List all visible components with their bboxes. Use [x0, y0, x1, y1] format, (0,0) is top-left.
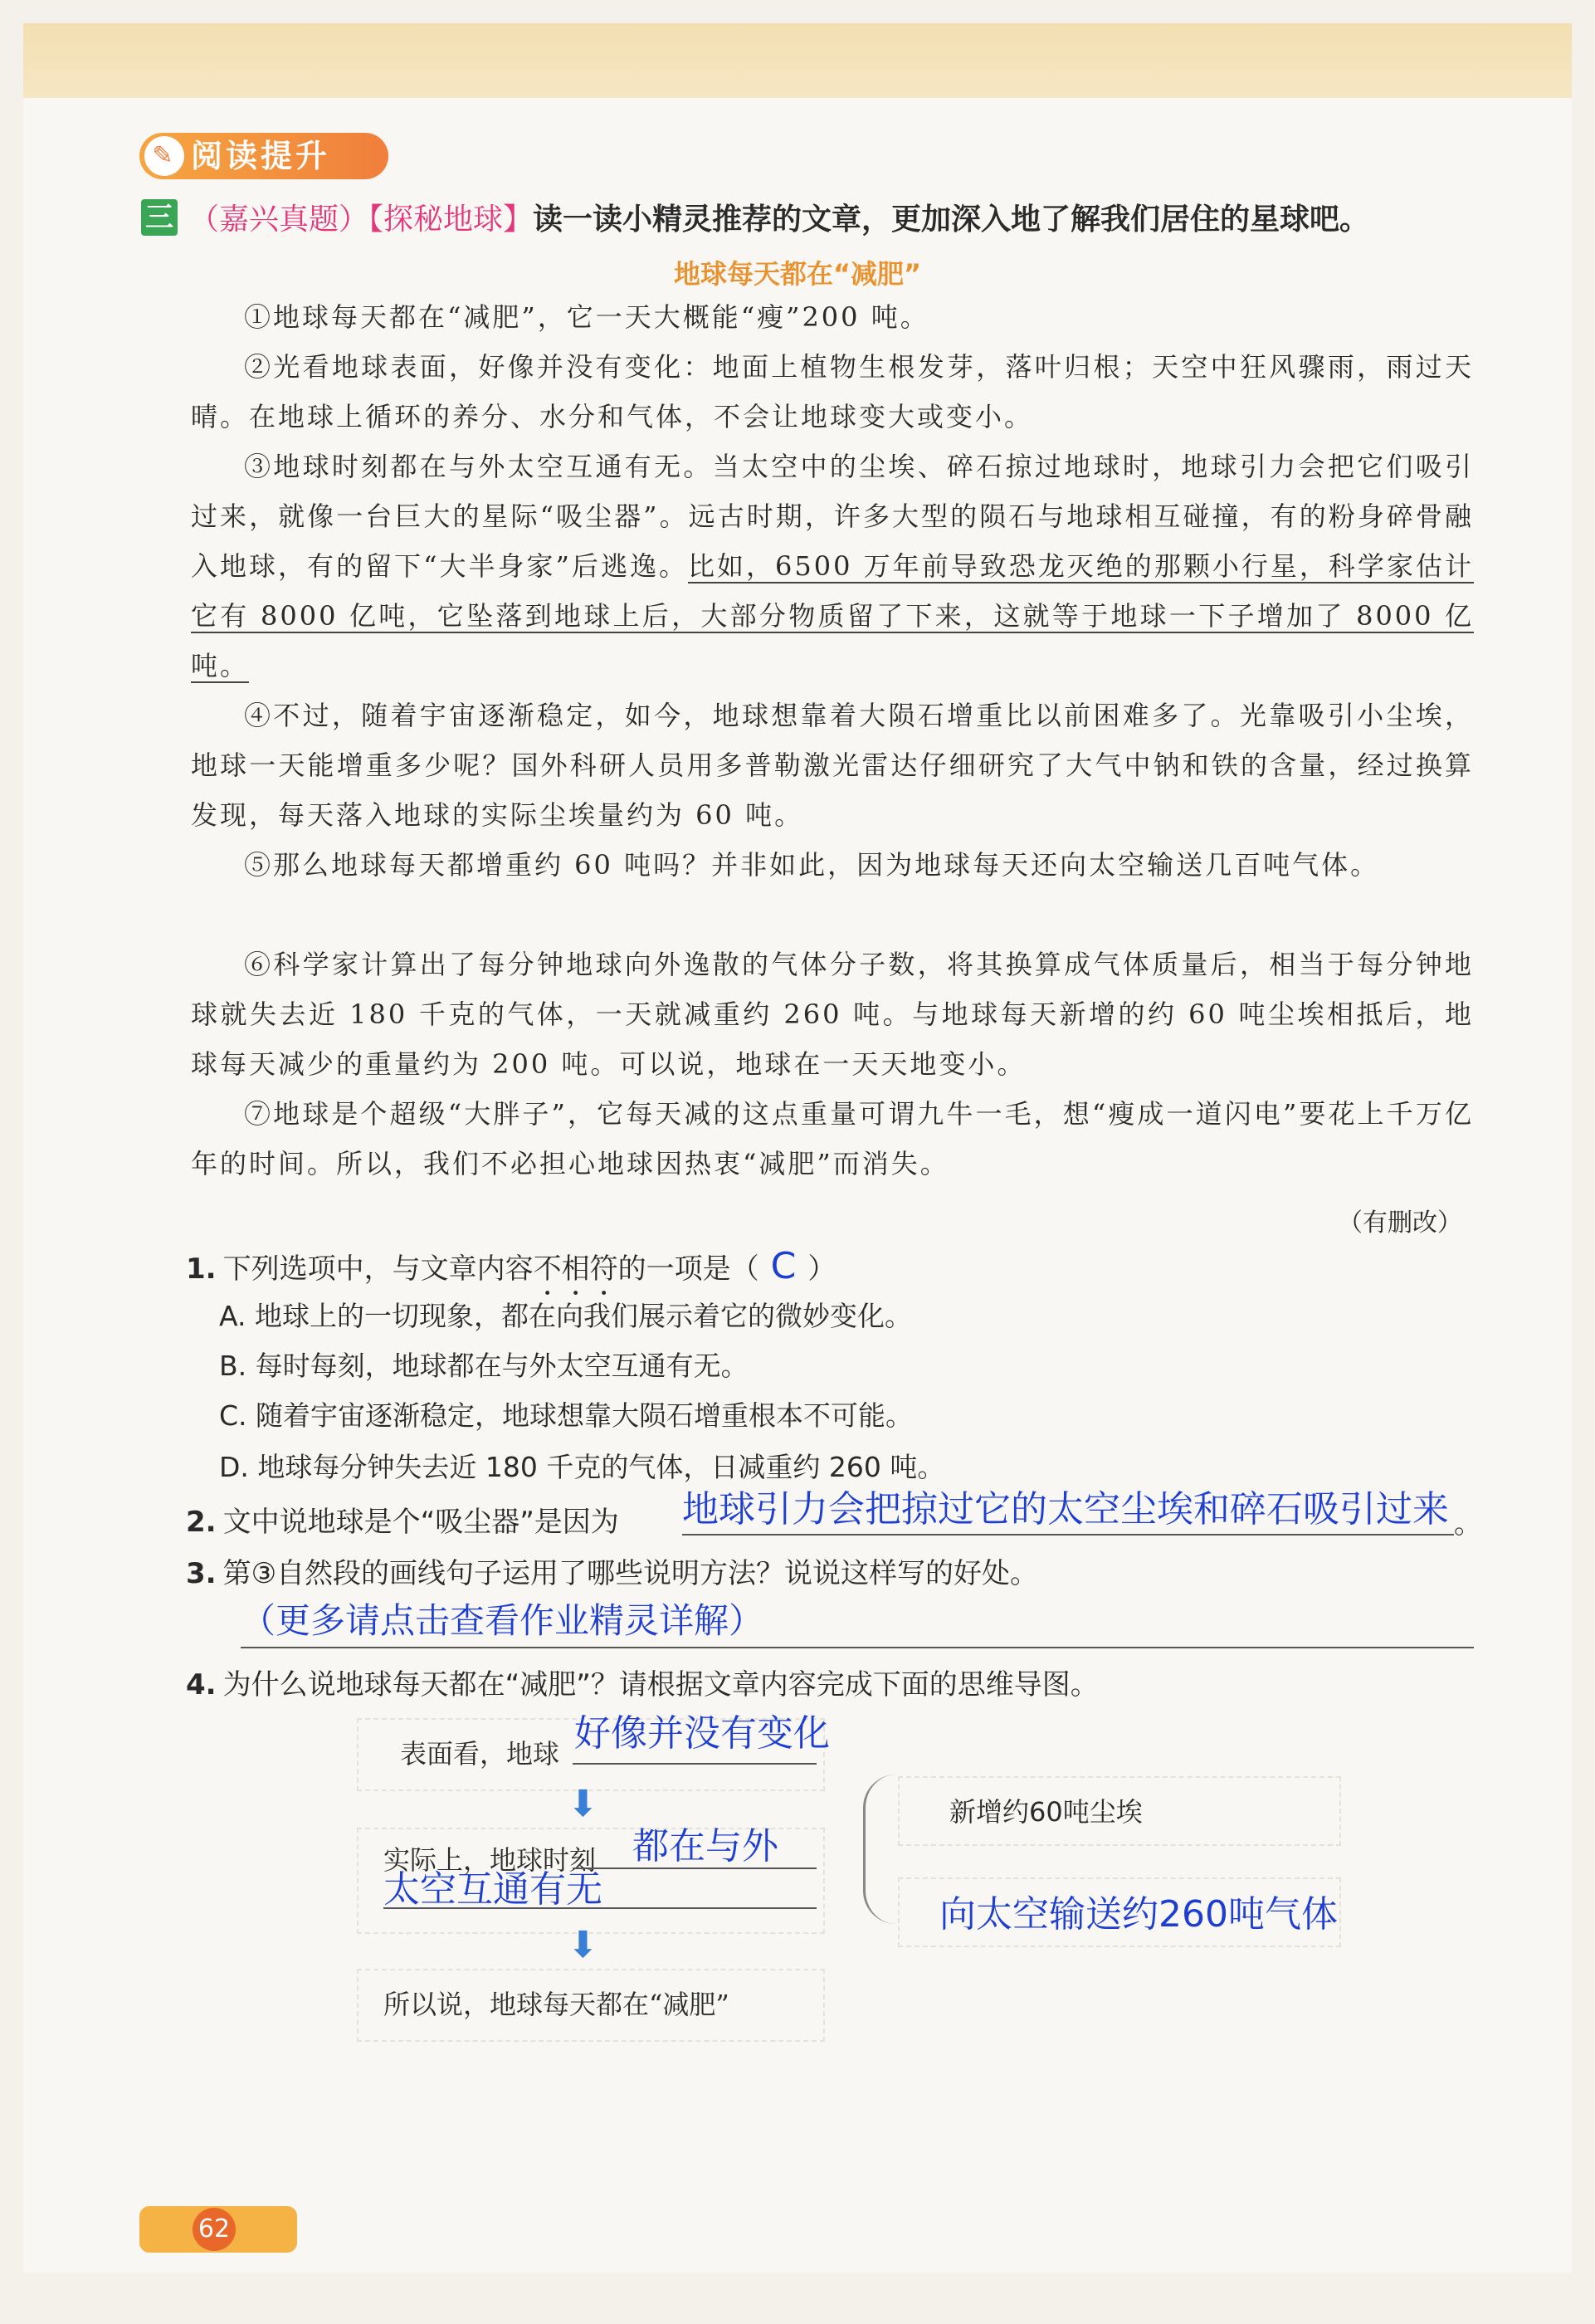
paragraph-1: ①地球每天都在“减肥”，它一天大概能“瘦”200 吨。 — [244, 301, 929, 333]
article-title: 地球每天都在“减肥” — [673, 258, 922, 290]
question-1 — [186, 1245, 836, 1302]
underlined-sentence: 比如，6500 万年前导致恐龙灭绝的那颗小行星，科学家估计它有 8000 亿吨，它坠落到地球上后，大部分物质留了下来，这就等于地球一下子增加了 8000 亿吨。 — [191, 550, 1474, 681]
intro-line — [189, 196, 1369, 238]
brace-connector — [863, 1775, 899, 1924]
q3-answer-line — [241, 1647, 1474, 1648]
q4-number: 4. — [186, 1668, 217, 1702]
mindmap-surface-answer: 好像并没有变化 — [574, 1712, 830, 1755]
paragraph-4: ④不过，随着宇宙逐渐稳定，如今，地球想靠着大陨石增重比以前困难多了。光靠吸引小尘埃，地球一天能增重多少呢？国外科研人员用多普勒激光雷达仔细研究了大气中钠和铁的含量，经过换算发现，每天落入地球的实际尘埃量约为 60 吨。 — [191, 700, 1474, 831]
mindmap-conclusion: 所以说，地球每天都在“减肥” — [383, 1989, 729, 2020]
q1-option-a: A. 地球上的一切现象，都在向我们展示着它的微妙变化。 — [219, 1300, 912, 1332]
q1-stem-a: 下列选项中，与文章内容 — [222, 1252, 534, 1286]
q1-emphasis: 不相符 — [533, 1252, 618, 1286]
paragraph-7: ⑦地球是个超级“大胖子”，它每天减的这点重量可谓九牛一毛，想“瘦成一道闪电”要花上千万亿年的时间。所以，我们不必担心地球因热衷“减肥”而消失。 — [191, 1098, 1474, 1179]
question-set-icon: 三 — [141, 199, 178, 236]
mindmap-loss-answer: 向太空输送约260吨气体 — [939, 1893, 1338, 1936]
paragraph-5: ⑤那么地球每天都增重约 60 吨吗？并非如此，因为地球每天还向太空输送几百吨气体。 — [244, 849, 1380, 881]
q3-stem: 第③自然段的画线句子运用了哪些说明方法？说说这样写的好处。 — [222, 1557, 1039, 1590]
q2-stem: 文中说地球是个“吸尘器”是因为 — [222, 1506, 619, 1539]
mindmap-actual-answer-2: 太空互通有无 — [383, 1868, 602, 1911]
intro-text: 读一读小精灵推荐的文章，更加深入地了解我们居住的星球吧。 — [533, 203, 1370, 237]
arrow-down-icon: ⬇ — [568, 1783, 598, 1825]
q1-answer: C — [770, 1245, 797, 1287]
mindmap-line-3 — [383, 1907, 817, 1909]
q3-number: 3. — [186, 1557, 217, 1590]
question-4 — [186, 1662, 1099, 1702]
topic-tag: 【探秘地球】 — [368, 203, 534, 237]
question-2 — [186, 1499, 619, 1540]
paragraph-2: ②光看地球表面，好像并没有变化：地面上植物生根发芽，落叶归根；天空中狂风骤雨，雨过天晴。在地球上循环的养分、水分和气体，不会让地球变大或变小。 — [191, 351, 1474, 432]
q3-answer-link[interactable]: （更多请点击查看作业精灵详解） — [241, 1600, 764, 1641]
source-note: （有删改） — [1338, 1208, 1462, 1238]
mindmap-gain-text: 新增约60吨尘埃 — [949, 1796, 1143, 1828]
q2-answer-line — [682, 1534, 1454, 1536]
question-3 — [186, 1550, 1038, 1591]
q2-answer: 地球引力会把掠过它的太空尘埃和碎石吸引过来 — [682, 1488, 1449, 1531]
q1-stem-c: ） — [807, 1252, 837, 1286]
paragraph-6: ⑥科学家计算出了每分钟地球向外逸散的气体分子数，将其换算成气体质量后，相当于每分钟地球就失去近 180 千克的气体，一天就减重约 260 吨。与地球每天新增的约 60 吨尘埃相抵后，地球每天减少的重量约为 200 吨。可以说，地球在一天天地变小。 — [191, 949, 1474, 1080]
paragraph-3-text: ③地球时刻都在与外太空互通有无。当太空中的尘埃、碎石掠过地球时，地球引力会把它们吸引过来，就像一台巨大的星际“吸尘器”。远古时期，许多大型的陨石与地球相互碰撞，有的粉身碎骨融入地球，有的留下“大半身家”后逃逸。 — [191, 451, 1474, 582]
paragraph-3 — [191, 442, 1474, 691]
q1-number: 1. — [186, 1252, 217, 1286]
mindmap-line-2 — [573, 1868, 817, 1869]
q2-end-mark: 。 — [1454, 1507, 1482, 1540]
q1-option-c: C. 随着宇宙逐渐稳定，地球想靠大陨石增重根本不可能。 — [219, 1399, 914, 1432]
q2-number: 2. — [186, 1506, 217, 1539]
section-header — [139, 133, 388, 179]
section-title: 阅读提升 — [191, 138, 331, 174]
mindmap-surface-label: 表面看，地球 — [400, 1738, 560, 1770]
q4-stem: 为什么说地球每天都在“减肥”？请根据文章内容完成下面的思维导图。 — [222, 1668, 1099, 1702]
q1-option-d: D. 地球每分钟失去近 180 千克的气体，日减重约 260 吨。 — [219, 1451, 945, 1483]
book-icon: ✎ — [144, 136, 184, 176]
page-number: 62 — [193, 2208, 236, 2251]
arrow-down-icon-2: ⬇ — [568, 1924, 598, 1966]
q1-option-b: B. 每时每刻，地球都在与外太空互通有无。 — [219, 1350, 749, 1382]
mindmap-line-1 — [573, 1763, 817, 1765]
q1-stem-b: 的一项是（ — [617, 1252, 759, 1286]
mindmap-actual-label: 实际上，地球时刻 — [383, 1844, 597, 1876]
page-number-badge — [139, 2206, 297, 2253]
source-tag: （嘉兴真题） — [189, 203, 369, 237]
mindmap-actual-answer-1: 都在与外 — [632, 1825, 778, 1868]
top-decor-band — [23, 23, 1572, 100]
